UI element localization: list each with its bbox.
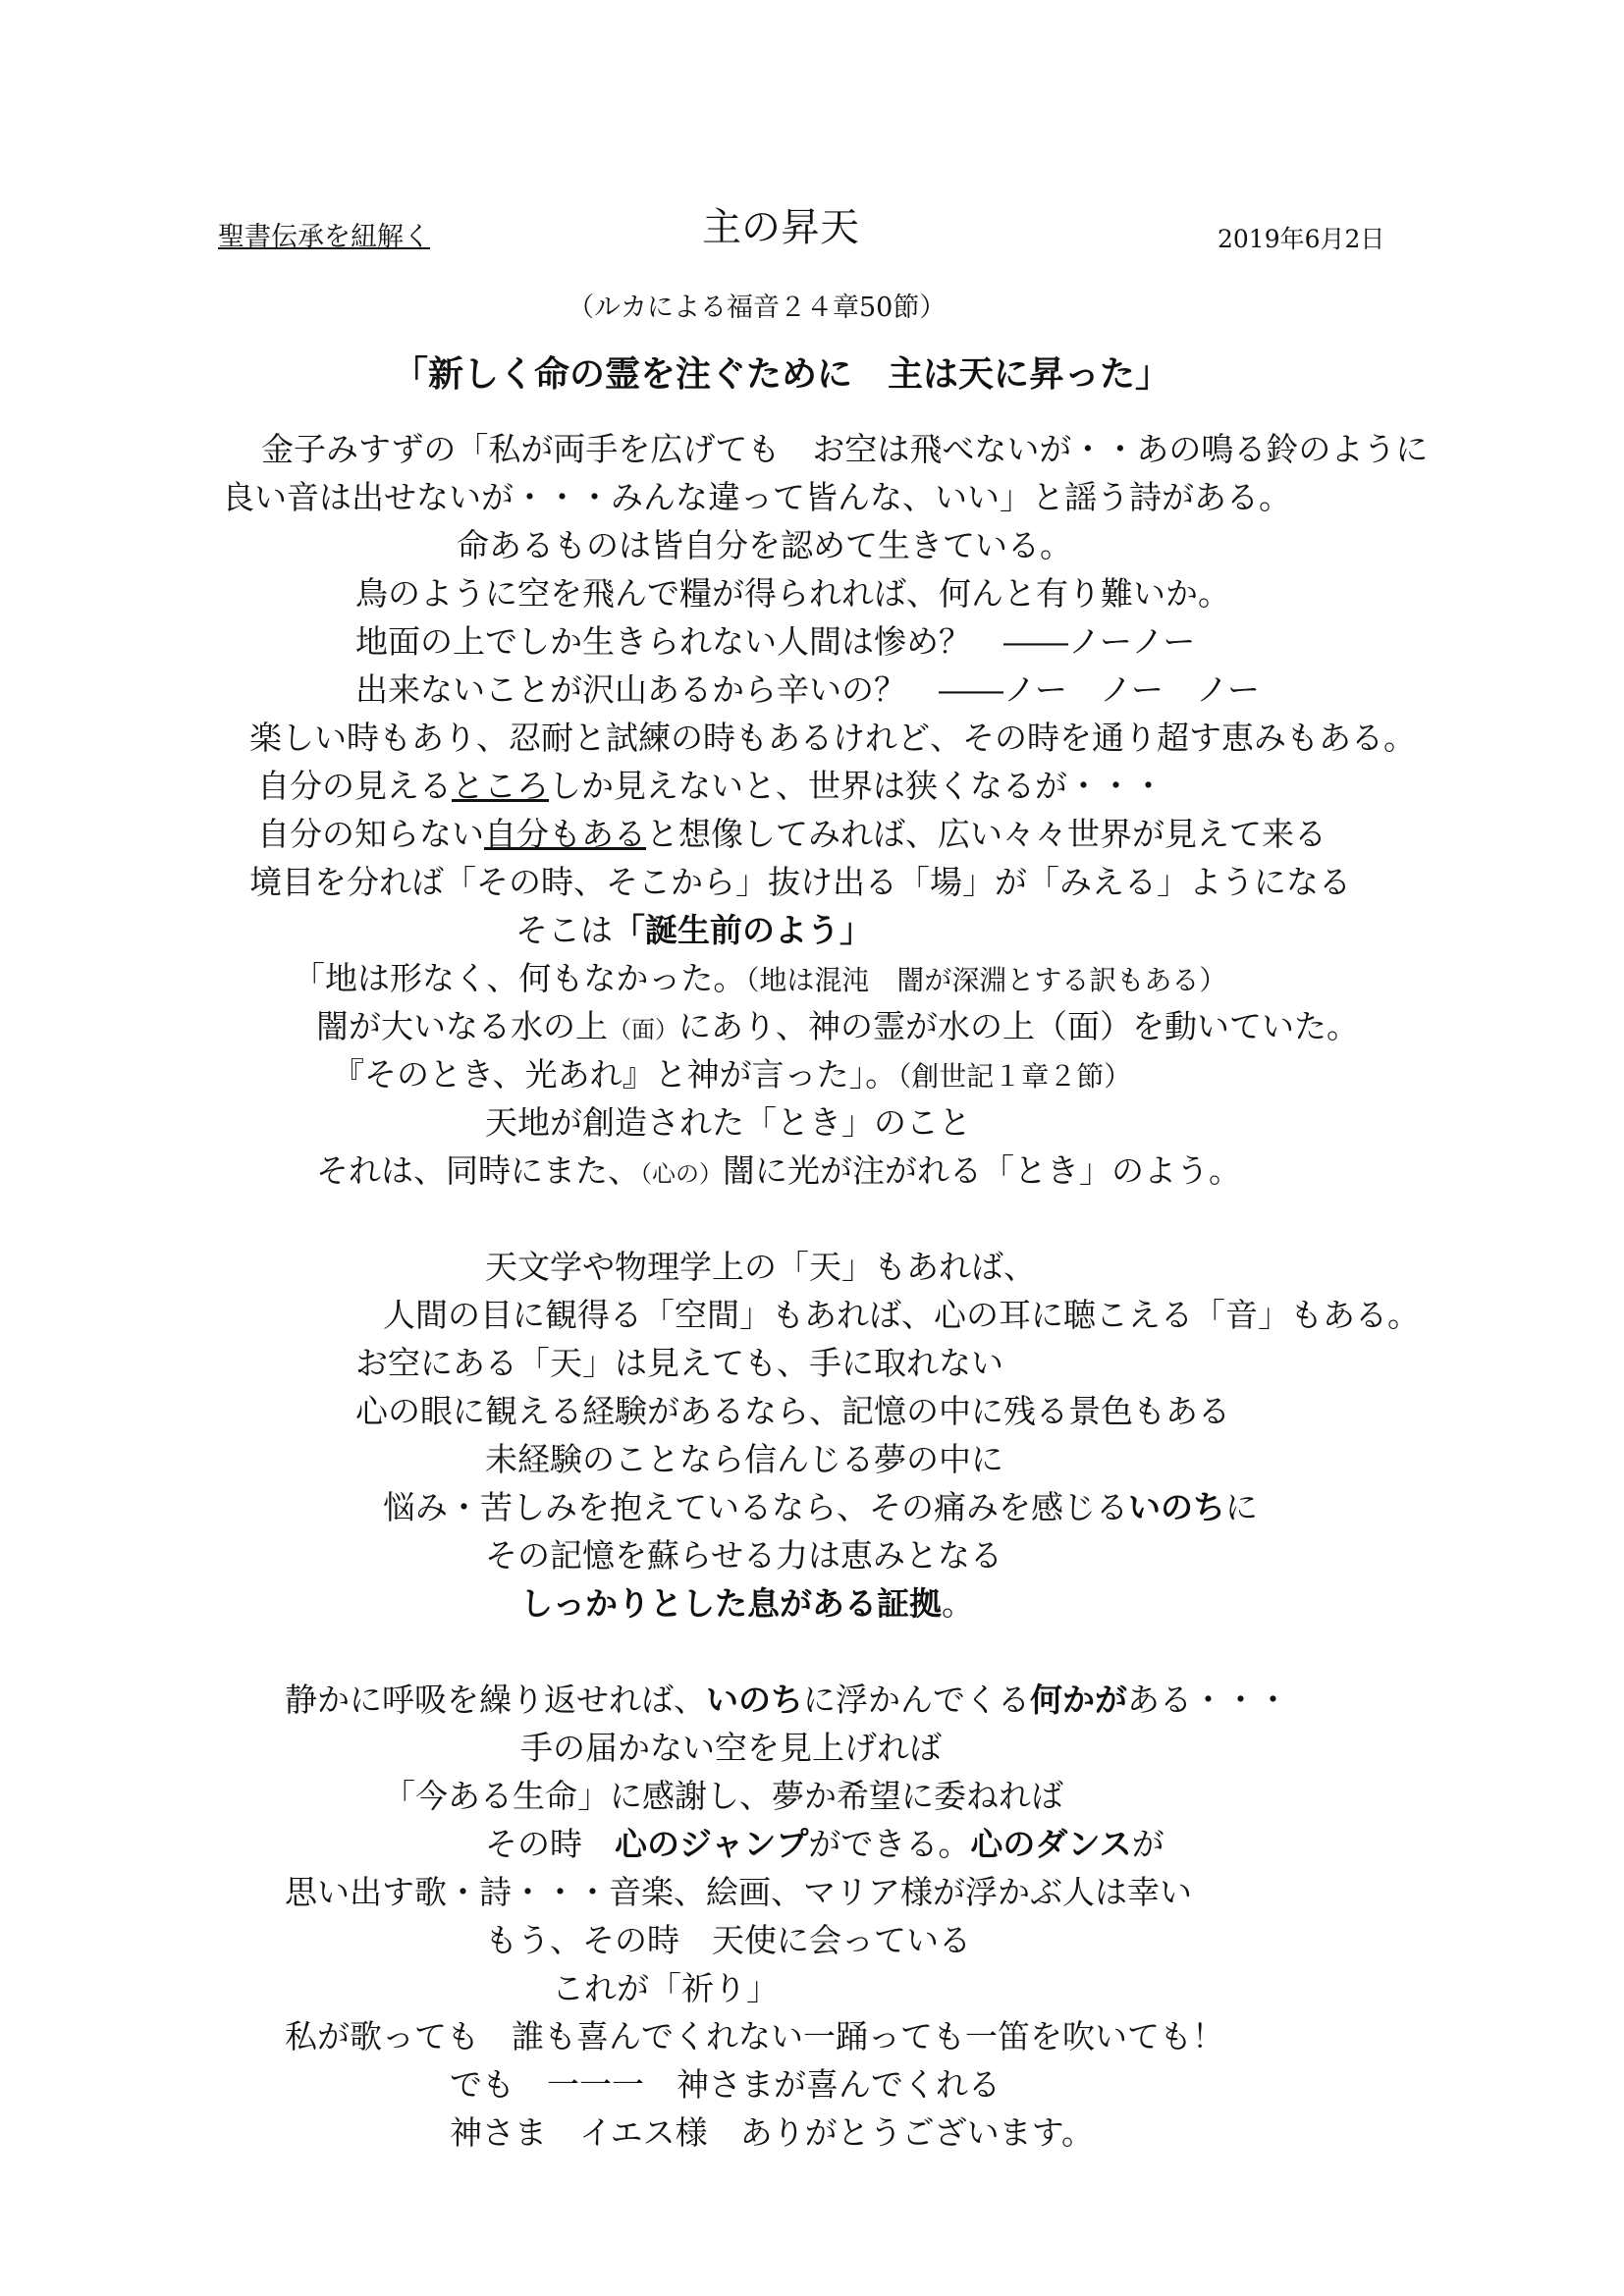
text-span: にあり、神の霊が水の上（面）を動いていた。 [678,1007,1359,1045]
text-span: 。 [942,1584,974,1623]
text-line [316,1007,1359,1049]
text-span: ができる。 [808,1825,971,1863]
bold-text: 心のダンス [970,1825,1132,1863]
text-line: 金子みすずの「私が両手を広げても お空は飛べないが・・あの鳴る鈴のように [261,430,1429,468]
text-line: 地面の上でしか生きられない人間は惨め？ ――ノーノー [355,622,1196,661]
small-text: （面） [608,1016,678,1043]
small-text: （創世記１章２節） [897,1060,1132,1093]
text-line: 手の届かない空を見上げれば [520,1729,942,1767]
text-line: 心の眼に観える経験があるなら、記憶の中に残る景色もある [355,1392,1230,1430]
text-line [332,1055,1131,1096]
document-date: 2019年6月2日 [1218,225,1385,253]
bold-text: 心のジャンプ [615,1825,809,1863]
small-text: （地は混沌 闇が深淵とする訳もある） [745,964,1227,996]
text-line: 出来ないことが沢山あるから辛いの？ ――ノー ノー ノー [355,670,1261,709]
text-line: 楽しい時もあり、忍耐と試練の時もあるけれど、その時を通り超す恵みもある。 [249,719,1416,757]
text-span: そこは [515,911,613,949]
text-line [316,1151,1241,1194]
text-span: と想像してみれば、広い々々世界が見えて来る [646,815,1326,853]
bold-text: 「誕生前のよう」 [613,911,872,949]
text-span: 『そのとき、光あれ』と神が言った」。 [332,1055,898,1094]
headline: 「新しく命の霊を注ぐために 主は天に昇った」 [393,354,1171,395]
text-line [293,959,1226,1000]
bold-text: 何かが [1030,1681,1127,1719]
text-line: もう、その時 天使に会っている [485,1921,971,1959]
text-line: 思い出す歌・詩・・・音楽、絵画、マリア様が浮かぶ人は幸い [285,1873,1192,1911]
bold-text: しっかりとした息がある証拠 [520,1584,942,1623]
text-span: に浮かんでくる [803,1681,1030,1719]
text-span: 自分の見える [257,767,452,805]
text-line: 天文学や物理学上の「天」もあれば、 [485,1248,1036,1286]
text-span: その時 [485,1825,615,1863]
text-span: しか見えないと、世界は狭くなるが・・・ [549,767,1164,805]
series-title: 聖書伝承を紐解く [218,222,430,252]
text-line: 天地が創造された「とき」のこと [485,1103,971,1142]
text-span: 静かに呼吸を繰り返せれば、 [285,1681,706,1719]
text-line: 「今ある生命」に感謝し、夢か希望に委ねれば [383,1777,1063,1815]
text-line [257,815,1326,854]
text-span: 自分の知らない [257,815,484,853]
text-span: 悩み・苦しみを抱えているなら、その痛みを感じる [383,1488,1128,1526]
text-line [515,911,872,950]
text-line: 未経験のことなら信んじる夢の中に [485,1440,1003,1478]
bold-text: いのち [706,1681,803,1719]
text-line: でも 一一一 神さまが喜んでくれる [450,2065,1001,2104]
text-span: 闇に光が注がれる「とき」のよう。 [723,1151,1241,1190]
text-line: 神さま イエス様 ありがとうございます。 [450,2113,1095,2152]
underlined-text: 自分もある [484,815,646,853]
text-line: これが「祈り」 [552,1969,779,2007]
scripture-reference: （ルカによる福音２４章50節） [568,293,947,323]
text-line [383,1488,1258,1527]
bold-text: いのち [1128,1488,1225,1526]
underlined-text: ところ [452,767,549,805]
text-span: 闇が大いなる水の上 [316,1007,608,1045]
text-span: に [1225,1488,1258,1526]
text-line: 私が歌っても 誰も喜んでくれない一踊っても一笛を吹いても！ [285,2017,1224,2056]
text-span: 「地は形なく、何もなかった。 [293,959,746,997]
text-line [485,1825,1164,1864]
small-text: （心の） [640,1160,723,1188]
text-line: 人間の目に観得る「空間」もあれば、心の耳に聴こえる「音」もある。 [383,1296,1420,1334]
text-line: 境目を分れば「その時、そこから」抜け出る「場」が「みえる」ようになる [249,863,1351,901]
text-line [285,1681,1289,1720]
text-span: が [1131,1825,1164,1863]
text-line [520,1584,974,1624]
text-line: 良い音は出せないが・・・みんな違って皆んな、いい」と謡う詩がある。 [222,478,1291,516]
page-title: 主の昇天 [702,205,859,250]
text-line: その記憶を蘇らせる力は恵みとなる [485,1536,1003,1575]
text-line: 命あるものは皆自分を認めて生きている。 [457,526,1072,564]
text-span: ある・・・ [1127,1681,1289,1719]
text-span: それは、同時にまた、 [316,1151,640,1190]
text-line: 鳥のように空を飛んで糧が得られれば、何んと有り難いか。 [355,574,1230,613]
text-line: お空にある「天」は見えても、手に取れない [355,1344,1003,1382]
text-line [257,767,1164,806]
